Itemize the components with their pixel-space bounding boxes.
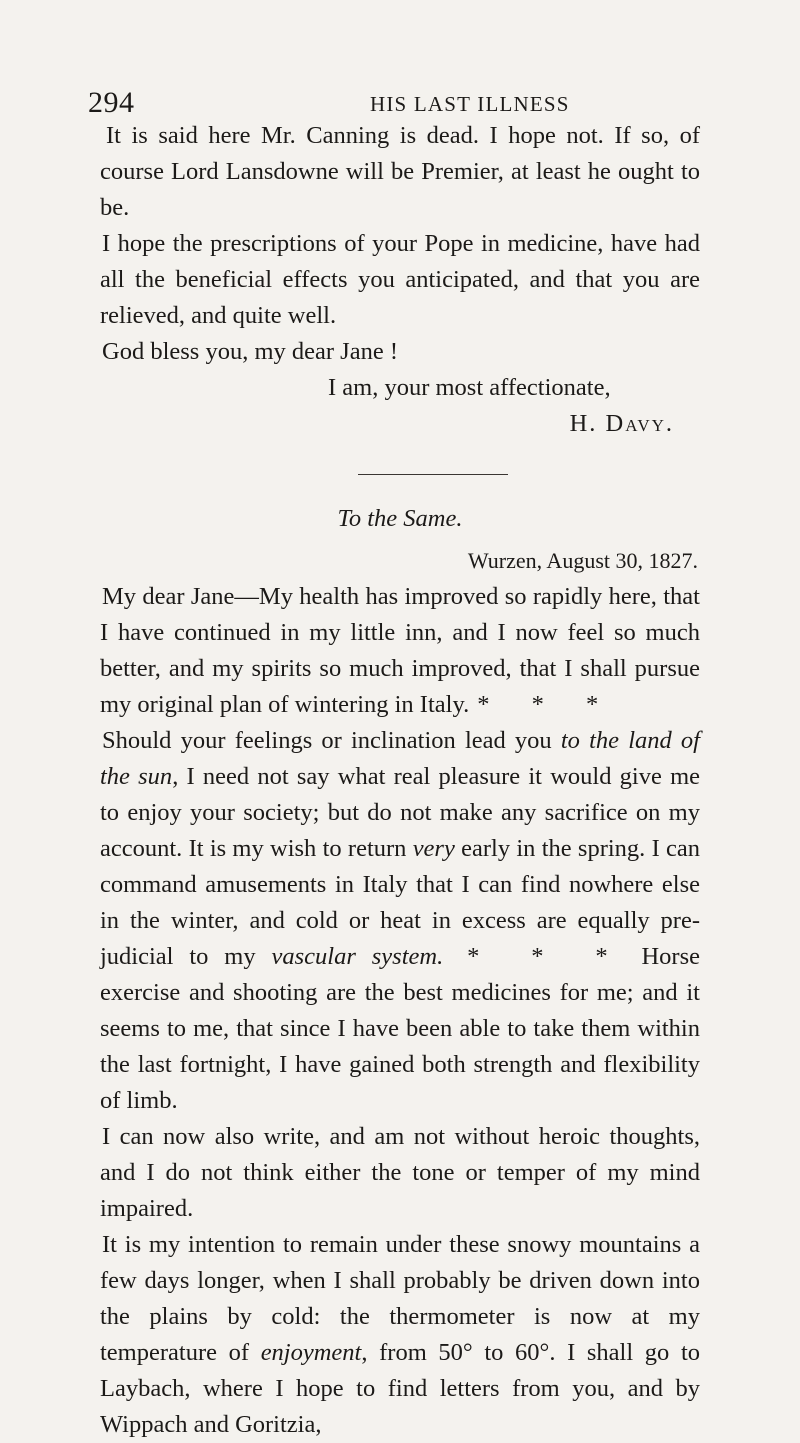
letter1-paragraph-3: God bless you, my dear Jane !	[102, 338, 398, 365]
section-divider	[358, 474, 508, 475]
letter2-p2-italic-3: vascular system.	[271, 943, 444, 970]
page-body	[100, 118, 700, 1443]
letter2-p2-text-d: Horse exercise and shooting are the best medicines for me; and it seems to me, that since I have been able to take them within the last fortnight, I have gained both strength and flexibility of limb.	[100, 943, 701, 1114]
letter2-paragraph-1	[100, 579, 700, 723]
letter2-place-date: Wurzen, August 30, 1827.	[467, 548, 698, 573]
letter1-paragraph-1: It is said here Mr. Canning is dead. I hope not. If so, of course Lord Lansdowne will be Premier, at least he ought to be.	[100, 122, 700, 221]
letter2-p4-text-a: It is my intention to remain under these snowy mountains a few days longer, when I shall probably be driven down into the plains by cold: the thermometer is now at my temperature of	[100, 1231, 700, 1366]
letter2-paragraph-3: I can now also write, and am not without heroic thoughts, and I do not think either the tone or temper of my mind impaired.	[100, 1123, 700, 1222]
letter2-p2-stars: * * *	[467, 943, 626, 970]
letter2-p1-stars: * * *	[477, 691, 617, 718]
letter2-p2-text-a: Should your feelings or inclination lead you	[102, 727, 561, 754]
page-number: 294	[88, 86, 135, 119]
letter2-paragraph-2	[100, 723, 700, 1119]
letter2-p4-italic: enjoyment	[260, 1339, 362, 1366]
letter1-signature: H. Davy.	[569, 410, 674, 437]
letter2-p2-italic-1: to the land of the sun	[100, 727, 700, 790]
letter2-p2-italic-2: very	[412, 835, 455, 862]
letter2-p2-text-c: early in the spring. I can command amusements in Italy that I can find nowhere else in the winter, and cold or heat in excess are equally pre- judicial to my	[100, 835, 700, 970]
letter2-p2-text-b: , I need not say what real pleasure it would give me to enjoy your society; but do not make any sacrifice on my account. It is my wish to return	[100, 763, 701, 862]
letter2-heading: To the Same.	[337, 505, 463, 532]
letter1-closing: I am, your most affectionate,	[328, 374, 611, 401]
letter2-p1-text: My dear Jane—My health has improved so rapidly here, that I have continued in my little inn, and I now feel so much better, and my spirits so much improved, that I shall pursue my original plan of wintering in Italy.	[100, 583, 700, 718]
running-head: HIS LAST ILLNESS	[370, 92, 570, 116]
letter2-p4-text-b: , from 50° to 60°. I shall go to Laybach, where I hope to find letters from you, and by Wippach and Goritzia,	[100, 1339, 701, 1438]
letter2-paragraph-4	[100, 1227, 700, 1443]
letter1-paragraph-2: I hope the prescriptions of your Pope in medicine, have had all the beneficial effects you anticipated, and that you are relieved, and quite well.	[100, 230, 700, 329]
